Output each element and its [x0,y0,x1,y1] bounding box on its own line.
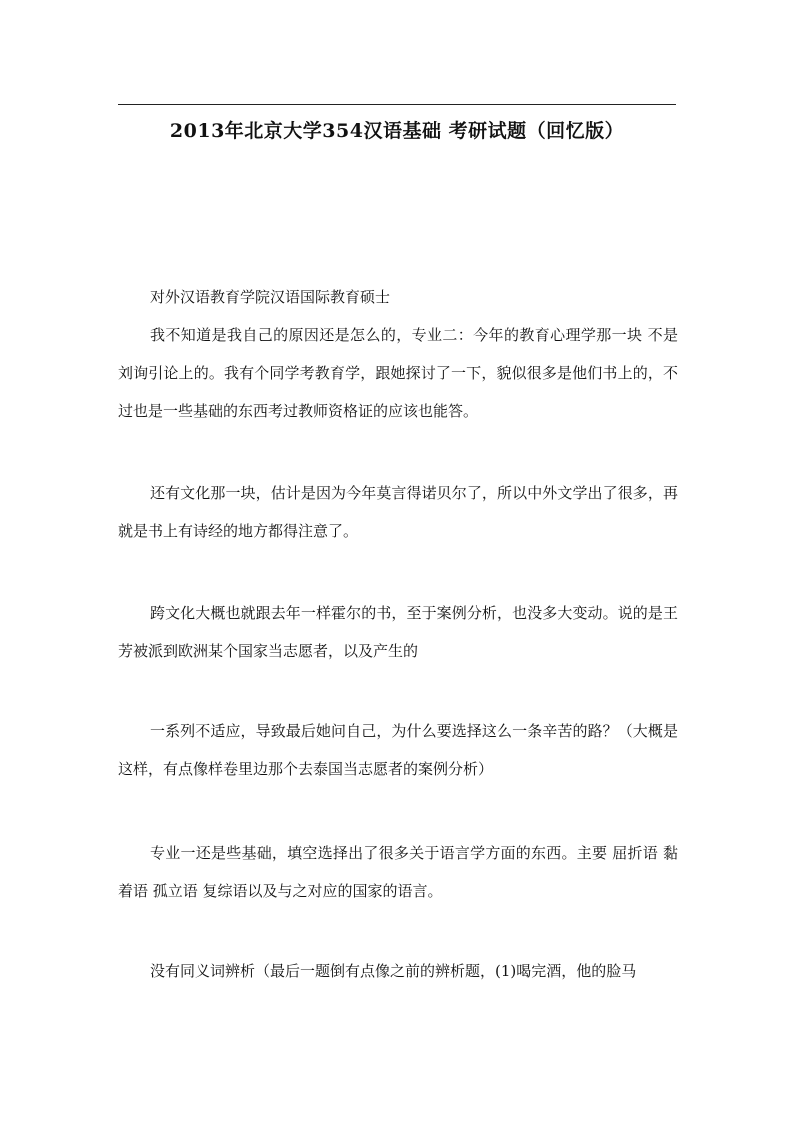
page-title: 2013年北京大学354汉语基础 考研试题（回忆版） [169,120,625,142]
paragraph-culture: 还有文化那一块，估计是因为今年莫言得诺贝尔了，所以中外文学出了很多，再就是书上有诗经的地方都得注意了。 [118,484,678,540]
paragraph-synonyms: 没有同义词辨析（最后一题倒有点像之前的辨析题，(1)喝完酒，他的脸马 [150,962,637,980]
header-rule [118,104,676,105]
paragraph-psychology: 我不知道是我自己的原因还是怎么的，专业二：今年的教育心理学那一块 不是刘询引论上的。我有个同学考教育学，跟她探讨了一下，貌似很多是他们书上的，不过也是一些基础的东西考过教师资格证的应该也能答。 [118,326,678,420]
paragraph-program: 对外汉语教育学院汉语国际教育硕士 [150,288,391,306]
paragraph-case-analysis: 一系列不适应，导致最后她问自己，为什么要选择这么一条辛苦的路？（大概是这样，有点像样卷里边那个去泰国当志愿者的案例分析） [118,722,678,778]
paragraph-linguistics: 专业一还是些基础，填空选择出了很多关于语言学方面的东西。主要 屈折语 黏着语 孤立语 复综语以及与之对应的国家的语言。 [118,844,678,900]
paragraph-intercultural: 跨文化大概也就跟去年一样霍尔的书，至于案例分析，也没多大变动。说的是王芳被派到欧洲某个国家当志愿者，以及产生的 [118,604,678,660]
